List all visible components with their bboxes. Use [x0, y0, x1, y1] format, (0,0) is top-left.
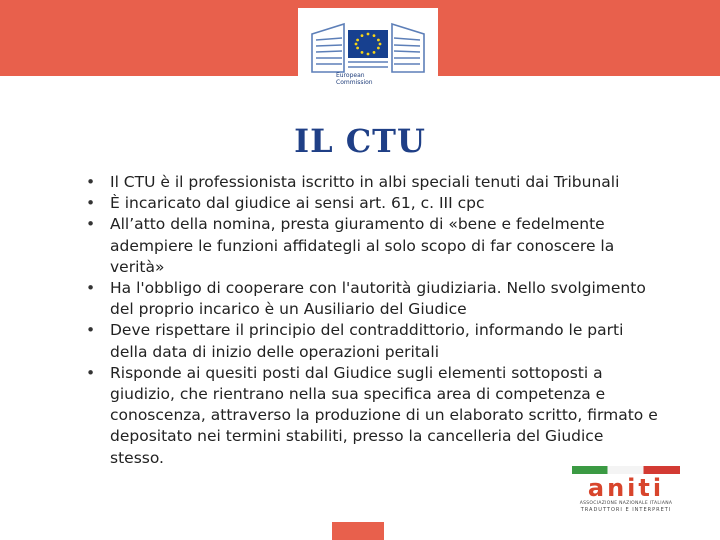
bullet-item — [80, 214, 660, 278]
bullet-text: All’atto della nomina, presta giuramento di «bene e fedelmente adempiere le funzioni affidategli al solo scopo di far conoscere la verità» — [110, 215, 615, 276]
ec-logo-caption — [336, 72, 373, 86]
slide-title: IL CTU — [294, 122, 426, 160]
bullet-icon: • — [86, 215, 96, 234]
bullet-icon: • — [86, 321, 96, 340]
bullet-item — [80, 320, 660, 362]
bullet-icon: • — [86, 363, 96, 382]
bullet-text: Risponde ai quesiti posti dal Giudice sugli elementi sottoposti a giudizio, che rientrano nella sua specifica area di competenza e conoscenza, attraverso la produzione di un elaborato scritto, firmato e depositato nei termini stabiliti, presso la cancelleria del Giudice stesso. — [110, 363, 658, 467]
bullet-item — [80, 278, 660, 320]
bullet-icon: • — [86, 279, 96, 298]
bullet-text: Il CTU è il professionista iscritto in albi speciali tenuti dai Tribunali — [110, 173, 620, 191]
bullet-text: È incaricato dal giudice ai sensi art. 61, c. III cpc — [110, 194, 485, 213]
bullet-text: Ha l'obbligo di cooperare con l'autorità giudiziaria. Nello svolgimento del proprio incarico è un Ausiliario del Giudice — [110, 279, 646, 319]
ec-logo-line2: Commission — [336, 79, 373, 86]
bullet-text: Deve rispettare il principio del contraddittorio, informando le parti della data di inizio delle operazioni peritali — [110, 321, 624, 361]
bullet-icon: • — [86, 194, 96, 213]
footer-tab — [332, 522, 384, 540]
aniti-subtitle-line1: ASSOCIAZIONE NAZIONALE ITALIANA — [579, 501, 673, 506]
ec-logo-line1: European — [336, 72, 365, 79]
aniti-wordmark: aniti — [587, 474, 665, 502]
bullet-icon: • — [86, 173, 96, 191]
ec-building-icon — [308, 16, 428, 76]
bullet-list — [80, 172, 660, 469]
aniti-logo — [568, 466, 684, 516]
bullet-item — [80, 172, 660, 193]
bullet-item — [80, 193, 660, 214]
aniti-flag-band — [572, 466, 680, 474]
bullet-item — [80, 363, 660, 469]
european-commission-logo — [298, 8, 438, 100]
aniti-subtitle-line2: TRADUTTORI E INTERPRETI — [580, 507, 672, 513]
